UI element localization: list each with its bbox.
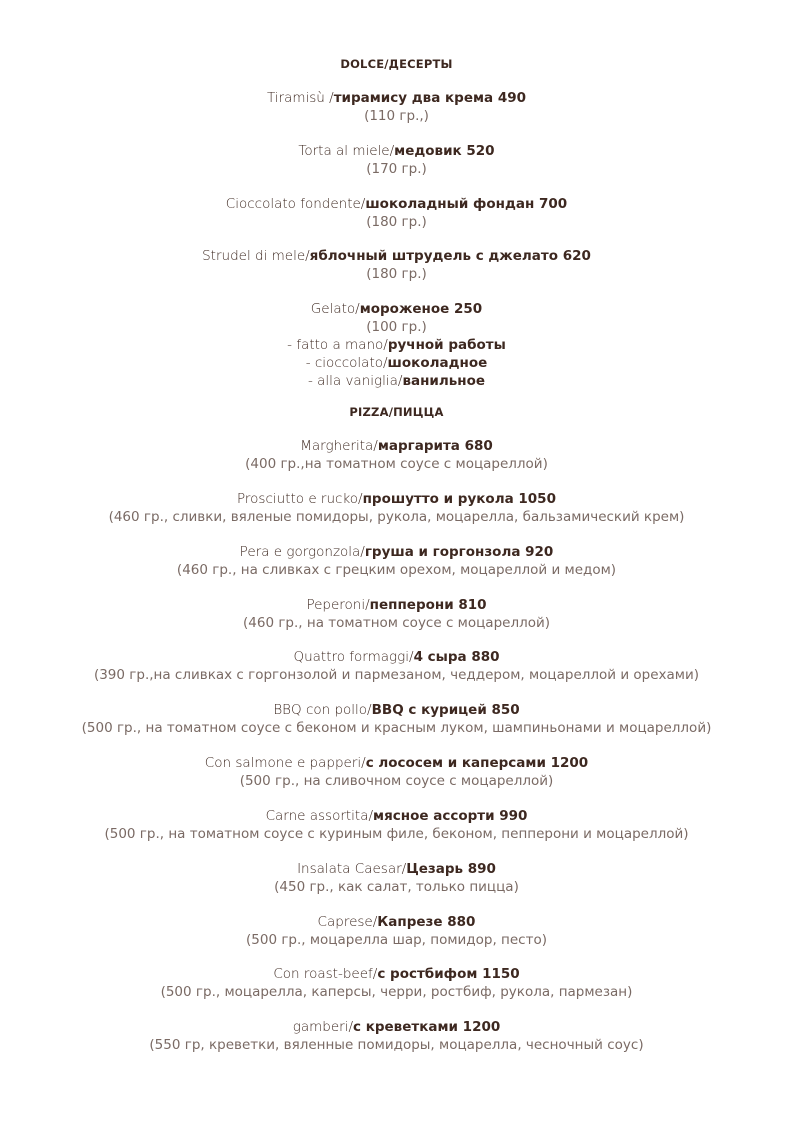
- item-russian-name-price: 4 сыра 880: [413, 649, 500, 665]
- item-italian-name: Tiramisù /: [266, 90, 334, 106]
- menu-item-prosciutto: [0, 490, 793, 526]
- option-italian: - alla vaniglia/: [307, 373, 403, 389]
- item-russian-name-price: мясное ассорти 990: [373, 808, 528, 824]
- item-russian-name-price: прошутто и рукола 1050: [362, 491, 556, 507]
- option-russian: шоколадное: [387, 355, 488, 371]
- item-russian-name-price: маргарита 680: [377, 438, 493, 454]
- option-russian: ручной работы: [387, 337, 506, 353]
- menu-item-carne-assortita: [0, 807, 793, 843]
- menu-item-salmone-papperi: [0, 754, 793, 790]
- item-description: (500 гр., моцарелла, каперсы, черри, ростбиф, рукола, пармезан): [160, 984, 633, 1000]
- item-description: (460 гр., сливки, вяленые помидоры, рукола, моцарелла, бальзамический крем): [108, 509, 685, 525]
- pizza-section-title: PIZZA/ПИЦЦА: [349, 405, 444, 419]
- item-italian-name: Caprese/: [317, 914, 378, 930]
- item-russian-name-price: мороженое 250: [359, 301, 483, 317]
- item-description: (450 гр., как салат, только пицца): [274, 879, 519, 895]
- menu-item-cioccolato-fondente: [0, 195, 793, 231]
- item-description: (500 гр., моцарелла шар, помидор, песто): [246, 932, 547, 948]
- item-italian-name: Margherita/: [300, 438, 378, 454]
- item-russian-name-price: с ростбифом 1150: [377, 966, 520, 982]
- item-russian-name-price: с лососем и каперсами 1200: [365, 755, 589, 771]
- item-russian-name-price: яблочный штрудель с джелато 620: [309, 248, 591, 264]
- item-italian-name: Gelato/: [310, 301, 360, 317]
- item-description: (460 гр., на сливках с грецким орехом, моцареллой и медом): [176, 562, 617, 578]
- menu-item-strudel: [0, 247, 793, 283]
- menu-item-gelato: [0, 300, 793, 390]
- item-description: (180 гр.): [366, 214, 427, 230]
- menu-item-caprese: [0, 913, 793, 949]
- item-italian-name: Pera e gorgonzola/: [239, 544, 365, 560]
- menu-item-peperoni: [0, 596, 793, 632]
- item-description: (170 гр.): [366, 161, 427, 177]
- item-description: (400 гр.,на томатном соусе с моцареллой): [245, 456, 548, 472]
- item-russian-name-price: шоколадный фондан 700: [365, 196, 568, 212]
- item-russian-name-price: с креветками 1200: [353, 1019, 501, 1035]
- menu-item-margherita: [0, 437, 793, 473]
- menu-item-insalata-caesar: [0, 860, 793, 896]
- option-italian: - fatto a mano/: [287, 337, 388, 353]
- dessert-section-title: DOLCE/ДЕСЕРТЫ: [340, 57, 453, 71]
- menu-item-tiramisu: [0, 89, 793, 125]
- item-italian-name: Con salmone e papperi/: [204, 755, 366, 771]
- item-description: (110 гр.,): [364, 108, 429, 124]
- item-russian-name-price: пепперони 810: [369, 597, 487, 613]
- gelato-option: [0, 354, 793, 372]
- option-russian: ванильное: [402, 373, 486, 389]
- item-description: (460 гр., на томатном соусе с моцареллой): [243, 615, 550, 631]
- item-description: (500 гр., на сливочном соусе с моцареллой): [239, 773, 554, 789]
- option-italian: - cioccolato/: [305, 355, 388, 371]
- item-italian-name: Insalata Caesar/: [297, 861, 407, 877]
- item-description: (390 гр.,на сливках с горгонзолой и пармезаном, чеддером, моцареллой и орехами): [93, 667, 700, 683]
- menu-item-gamberi: [0, 1018, 793, 1054]
- item-italian-name: Quattro formaggi/: [293, 649, 414, 665]
- menu-item-torta-al-miele: [0, 142, 793, 178]
- item-description: (500 гр., на томатном соусе с беконом и красным луком, шампиньонами и моцареллой): [81, 720, 712, 736]
- item-italian-name: Cioccolato fondente/: [225, 196, 366, 212]
- item-italian-name: BBQ con pollo/: [273, 702, 372, 718]
- menu-item-pera-gorgonzola: [0, 543, 793, 579]
- item-russian-name-price: Капрезе 880: [377, 914, 476, 930]
- item-italian-name: Torta al miele/: [298, 143, 395, 159]
- gelato-option: [0, 336, 793, 354]
- item-russian-name-price: Цезарь 890: [406, 861, 496, 877]
- item-russian-name-price: медовик 520: [394, 143, 495, 159]
- item-russian-name-price: груша и горгонзола 920: [364, 544, 554, 560]
- item-russian-name-price: BBQ с курицей 850: [371, 702, 520, 718]
- menu-item-bbq-pollo: [0, 701, 793, 737]
- item-italian-name: Carne assortita/: [265, 808, 374, 824]
- gelato-option: [0, 372, 793, 390]
- item-description: (550 гр, креветки, вяленные помидоры, моцарелла, чесночный соус): [149, 1037, 644, 1053]
- item-italian-name: gamberi/: [292, 1019, 353, 1035]
- item-italian-name: Prosciutto e rucko/: [237, 491, 363, 507]
- item-italian-name: Con roast-beef/: [273, 966, 378, 982]
- item-description: (500 гр., на томатном соусе с куриным филе, беконом, пепперони и моцареллой): [104, 826, 689, 842]
- menu-item-quattro-formaggi: [0, 648, 793, 684]
- item-russian-name-price: тирамису два крема 490: [333, 90, 527, 106]
- item-description: (180 гр.): [366, 266, 427, 282]
- item-description: (100 гр.): [366, 319, 427, 335]
- item-italian-name: Peperoni/: [306, 597, 370, 613]
- item-italian-name: Strudel di mele/: [202, 248, 310, 264]
- menu-item-roast-beef: [0, 965, 793, 1001]
